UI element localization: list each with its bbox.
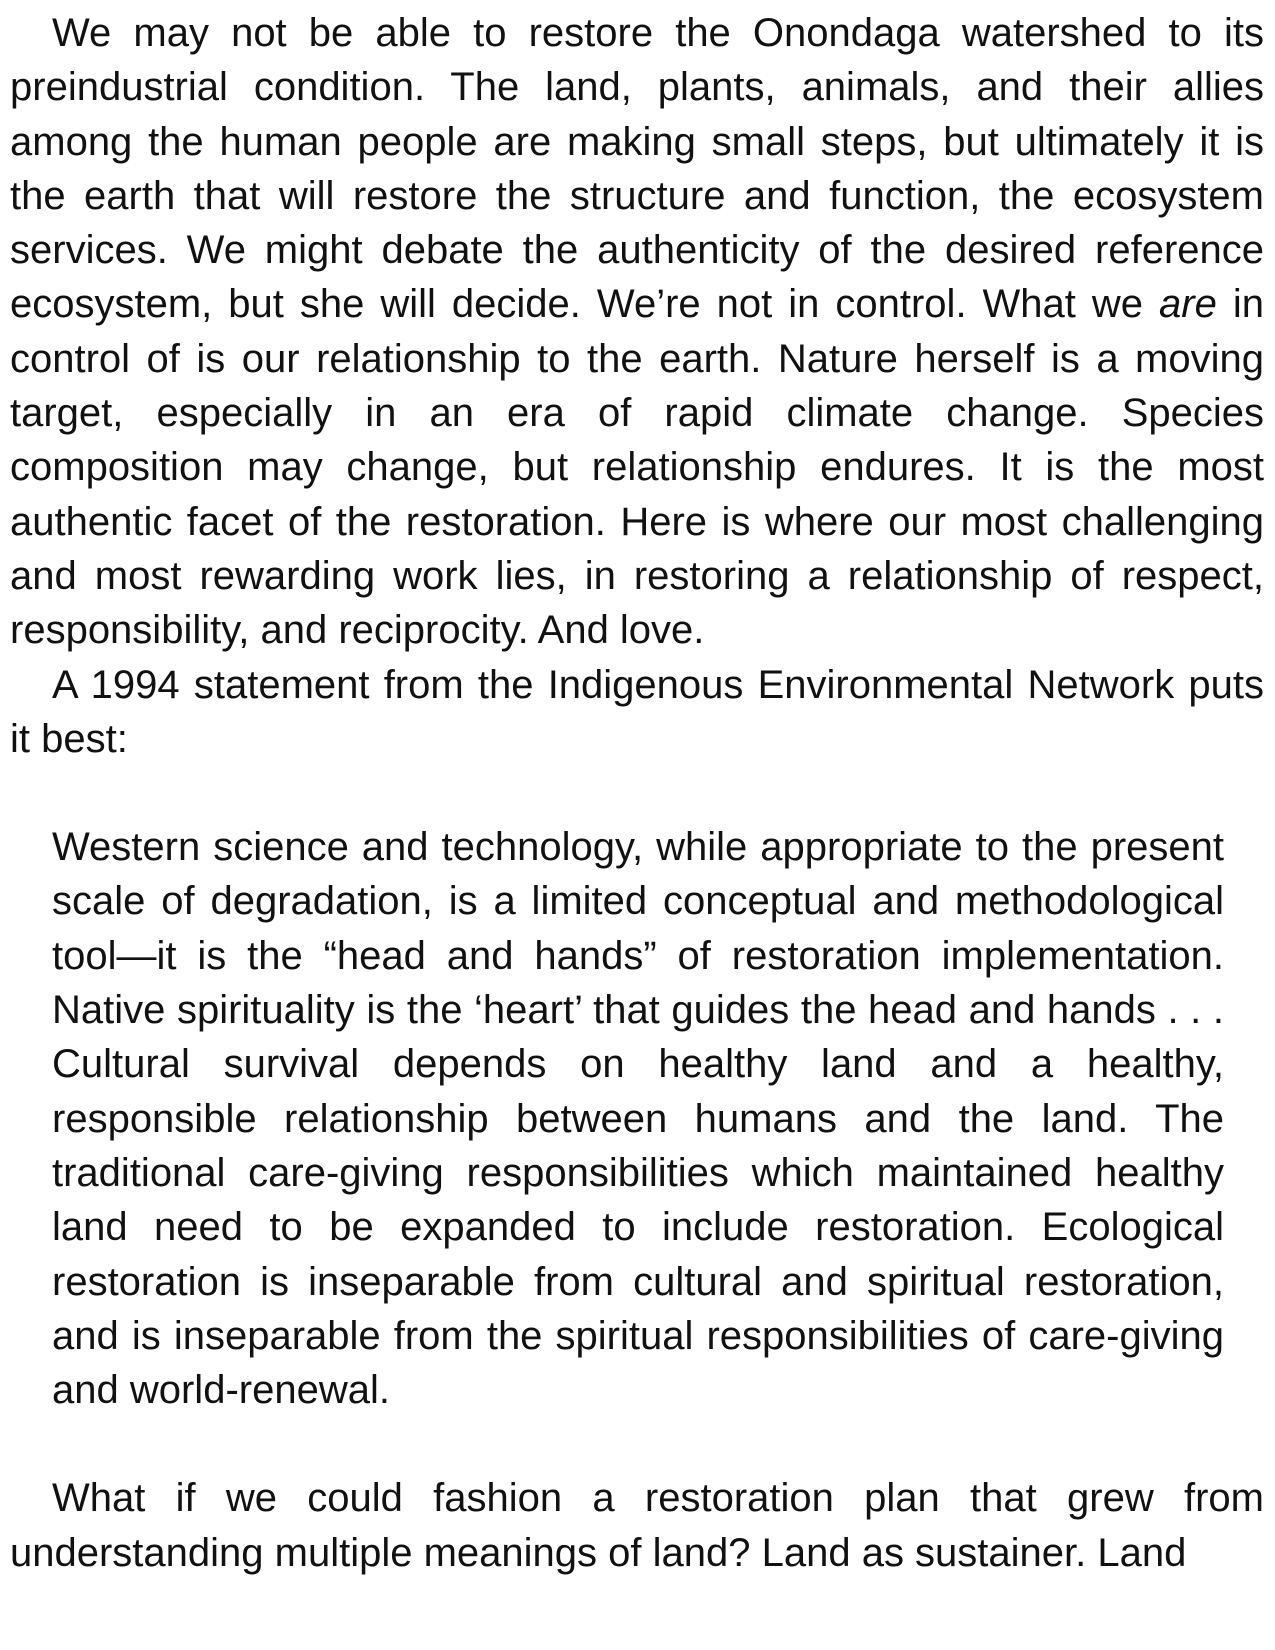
paragraph-ien-statement-intro: A 1994 statement from the Indigenous Environmental Network puts it best: (10, 662, 1264, 761)
paragraph-restoration-relationship (10, 6, 1264, 658)
paragraph-1-text-start: We may not be able to restore the Onondaga watershed to its preindustrial condition. The land, plants, animals, and their allies among the human people are making small steps, but ultimately it is the earth that will restore the structure and function, the ecosystem services. We might debate the authenticity of the desired reference ecosystem, but she will decide. We’re not in control. What we (10, 11, 1264, 327)
paragraph-restoration-plan: What if we could fashion a restoration plan that grew from understanding multiple meanings of land? Land as sustainer. Land (10, 1476, 1264, 1575)
document-page (10, 6, 1264, 1580)
paragraph-1-text-end: in control of is our relationship to the earth. Nature herself is a moving target, especially in an era of rapid climate change. Species composition may change, but relationship endures. It is the most authentic facet of the restoration. Here is where our most challenging and most rewarding work lies, in restoring a relationship of respect, responsibility, and reciprocity. And love. (10, 282, 1264, 653)
block-quote-ien-statement: Western science and technology, while appropriate to the present scale of degradation, is a limited conceptual and methodological tool—it is the “head and hands” of restoration implementation. Native spirituality is the ‘heart’ that guides the head and hands . . . Cultural survival depends on healthy land and a healthy, responsible relationship between humans and the land. The traditional care-giving responsibilities which maintained healthy land need to be expanded to include restoration. Ecological restoration is inseparable from cultural and spiritual restoration, and is inseparable from the spiritual responsibilities of care-giving and world-renewal. (52, 825, 1224, 1413)
emphasis-are: are (1159, 282, 1217, 327)
